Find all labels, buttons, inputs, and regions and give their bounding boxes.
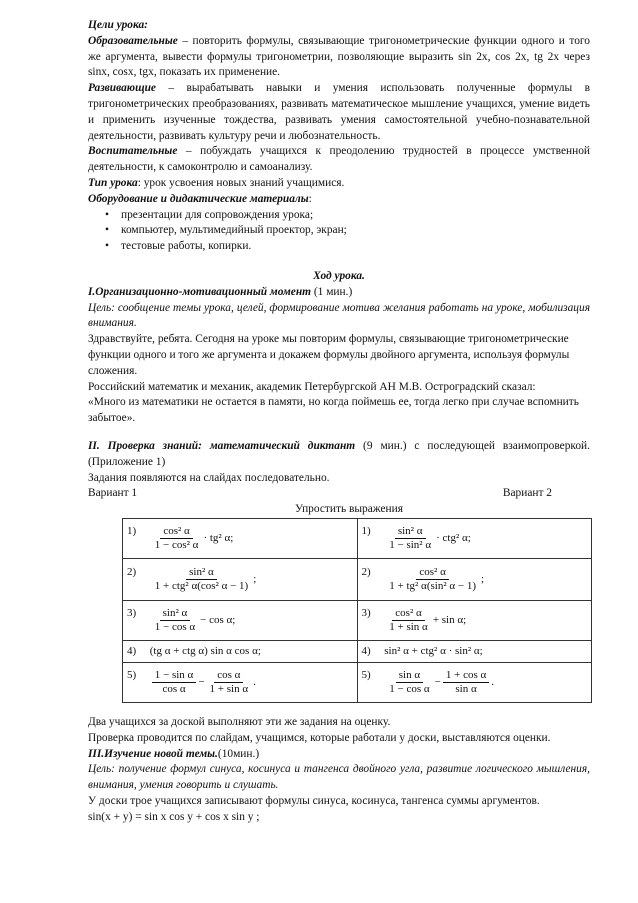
lesson-type <box>88 176 590 192</box>
exercise-number: 4) <box>127 644 137 657</box>
table-cell <box>357 640 592 662</box>
exercise-number: 1) <box>361 525 371 538</box>
exercise-number: 3) <box>127 607 137 620</box>
goal-developing-label: Развивающие <box>88 82 156 95</box>
lesson-flow-title: Ход урока. <box>313 269 365 282</box>
section3-paragraph: У доски трое учащихся записывают формулы синуса, косинуса, тангенса суммы аргументов. <box>88 794 540 807</box>
exercise-number: 4) <box>361 644 371 657</box>
section1-heading <box>88 285 590 301</box>
after-paragraph-1: Два учащихся за доской выполняют эти же задания на оценку. <box>88 715 391 728</box>
formula: sin² α + ctg² α · sin² α; <box>384 644 483 657</box>
list-item: • презентации для сопровождения урока; <box>121 208 590 224</box>
goal-upbringing-label: Воспитательные <box>88 145 178 158</box>
list-item: • тестовые работы, копирки. <box>121 239 590 255</box>
variant-row <box>88 486 590 502</box>
table-row <box>123 558 592 600</box>
formula: $\frac{\text{sin α}}{\text{1 − cos α}}$ − $\frac{\text{1 + cos α}}{\text{sin α}}$ . <box>389 669 494 696</box>
exercise-number: 2) <box>127 566 137 579</box>
lesson-type-text: : урок усвоения новых знаний учащимися. <box>137 176 345 189</box>
table-cell <box>123 518 358 558</box>
section2-title: II. Проверка знаний: математический диктант <box>88 439 356 452</box>
formula: $\frac{\text{cos² α}}{\text{1 + sin α}}$ + sin α; <box>389 607 467 634</box>
section3-heading <box>88 747 590 763</box>
list-item: • компьютер, мультимедийный проектор, экран; <box>121 223 590 239</box>
table-title: Упростить выражения <box>295 503 403 516</box>
formula: $\frac{\text{sin² α}}{\text{1 + ctg² α(cos² α − 1)}}$ ; <box>154 566 257 593</box>
equipment-label: Оборудование и дидактические материалы <box>88 192 309 205</box>
table-cell <box>357 518 592 558</box>
goal-educational <box>88 34 590 81</box>
document-page <box>88 18 590 825</box>
section3-time: (10мин.) <box>217 747 260 760</box>
exercise-number: 5) <box>361 669 371 682</box>
formula: $\frac{\text{sin² α}}{\text{1 − cos α}}$ − cos α; <box>154 607 236 634</box>
section1-title: I.Организационно-мотивационный момент <box>88 285 312 298</box>
exercise-number: 2) <box>361 566 371 579</box>
table-cell <box>123 662 358 702</box>
goal-educational-text: – повторить формулы, связывающие тригонометрические функции одного и того же аргумента, вывести формулы тригонометрии, позволяющие выразить sin 2x, cos 2x, tg 2x через sinx, cosx, tgx, показать их применение. <box>88 34 590 79</box>
goals-title: Цели урока: <box>88 19 148 31</box>
goal-educational-label: Образовательные <box>88 34 178 47</box>
section1-quote: «Много из математики не остается в памяти, но когда поймешь ее, тогда легко при случае вспомнить забытое». <box>88 396 579 425</box>
variant2-label: Вариант 2 <box>502 487 552 500</box>
section3-title: III.Изучение новой темы. <box>88 747 218 760</box>
lesson-type-label: Тип урока <box>88 176 138 189</box>
table-row <box>123 600 592 640</box>
exercise-number: 1) <box>127 525 137 538</box>
goal-upbringing-text: – побуждать учащихся к преодолению трудностей в процессе умственной деятельности, к самоконтролю и самоанализу. <box>88 145 590 174</box>
section2-text: (9 мин.) с последующей взаимопроверкой. (Приложение 1) <box>88 439 590 468</box>
equipment-colon: : <box>308 192 312 205</box>
variant1-label: Вариант 1 <box>88 487 138 500</box>
section1-time: (1 мин.) <box>311 285 353 298</box>
table-cell <box>357 662 592 702</box>
equipment-heading <box>88 192 590 208</box>
formula: $\frac{\text{sin² α}}{\text{1 − sin² α}}$ · ctg² α; <box>389 525 471 552</box>
formula: $\frac{\text{cos² α}}{\text{1 − cos² α}}$ · tg² α; <box>154 525 234 552</box>
formula: $\frac{\text{cos² α}}{\text{1 + tg² α(sin² α − 1)}}$ ; <box>389 566 485 593</box>
table-row <box>123 640 592 662</box>
goal-developing-text: – вырабатывать навыки и умения использовать полученные формулы в тригонометрических преобразованиях, развивать математическое мышление учащихся, умение видеть и применить изученные тождества, развивать умения самостоятельной учебно-познавательной деятельности, развивать культуру речи и любознательность. <box>88 82 590 142</box>
section1-paragraph: Здравствуйте, ребята. Сегодня на уроке мы повторим формулы, связывающие тригонометрические функции одного и того же аргумента и докажем формулы двойного аргумента, используя формулы сложения. <box>88 333 570 377</box>
after-paragraph-2: Проверка проводится по слайдам, учащимся, которые работали у доски, выставляются оценки. <box>88 731 551 744</box>
section1-goal: Цель: сообщение темы урока, целей, формирование мотива желания работать на уроке, мобилизация внимания. <box>88 301 590 330</box>
formula: $\frac{\text{1 − sin α}}{\text{cos α}}$ − $\frac{\text{cos α}}{\text{1 + sin α}}$ . <box>150 669 256 696</box>
section3-goal: Цель: получение формул синуса, косинуса и тангенса двойного угла, развитие логического мышления, внимания, умения говорить и слушать. <box>88 763 590 792</box>
exercise-number: 5) <box>127 669 137 682</box>
table-cell <box>357 600 592 640</box>
table-cell <box>123 558 358 600</box>
formula: (tg α + ctg α) sin α cos α; <box>149 644 261 657</box>
table-cell <box>357 558 592 600</box>
table-row <box>123 662 592 702</box>
section2-paragraph: Задания появляются на слайдах последовательно. <box>88 471 330 484</box>
exercise-table <box>122 518 592 703</box>
goal-upbringing <box>88 144 590 176</box>
table-cell <box>123 600 358 640</box>
goal-developing <box>88 81 590 144</box>
sum-formula: sin(x + y) = sin x cos y + cos x sin y ; <box>88 810 260 823</box>
section2-heading <box>88 439 590 471</box>
table-cell <box>123 640 358 662</box>
exercise-number: 3) <box>361 607 371 620</box>
equipment-list <box>88 208 590 255</box>
table-row <box>123 518 592 558</box>
section1-paragraph-2: Российский математик и механик, академик Петербургской АН М.В. Остроградский сказал: <box>88 380 536 393</box>
